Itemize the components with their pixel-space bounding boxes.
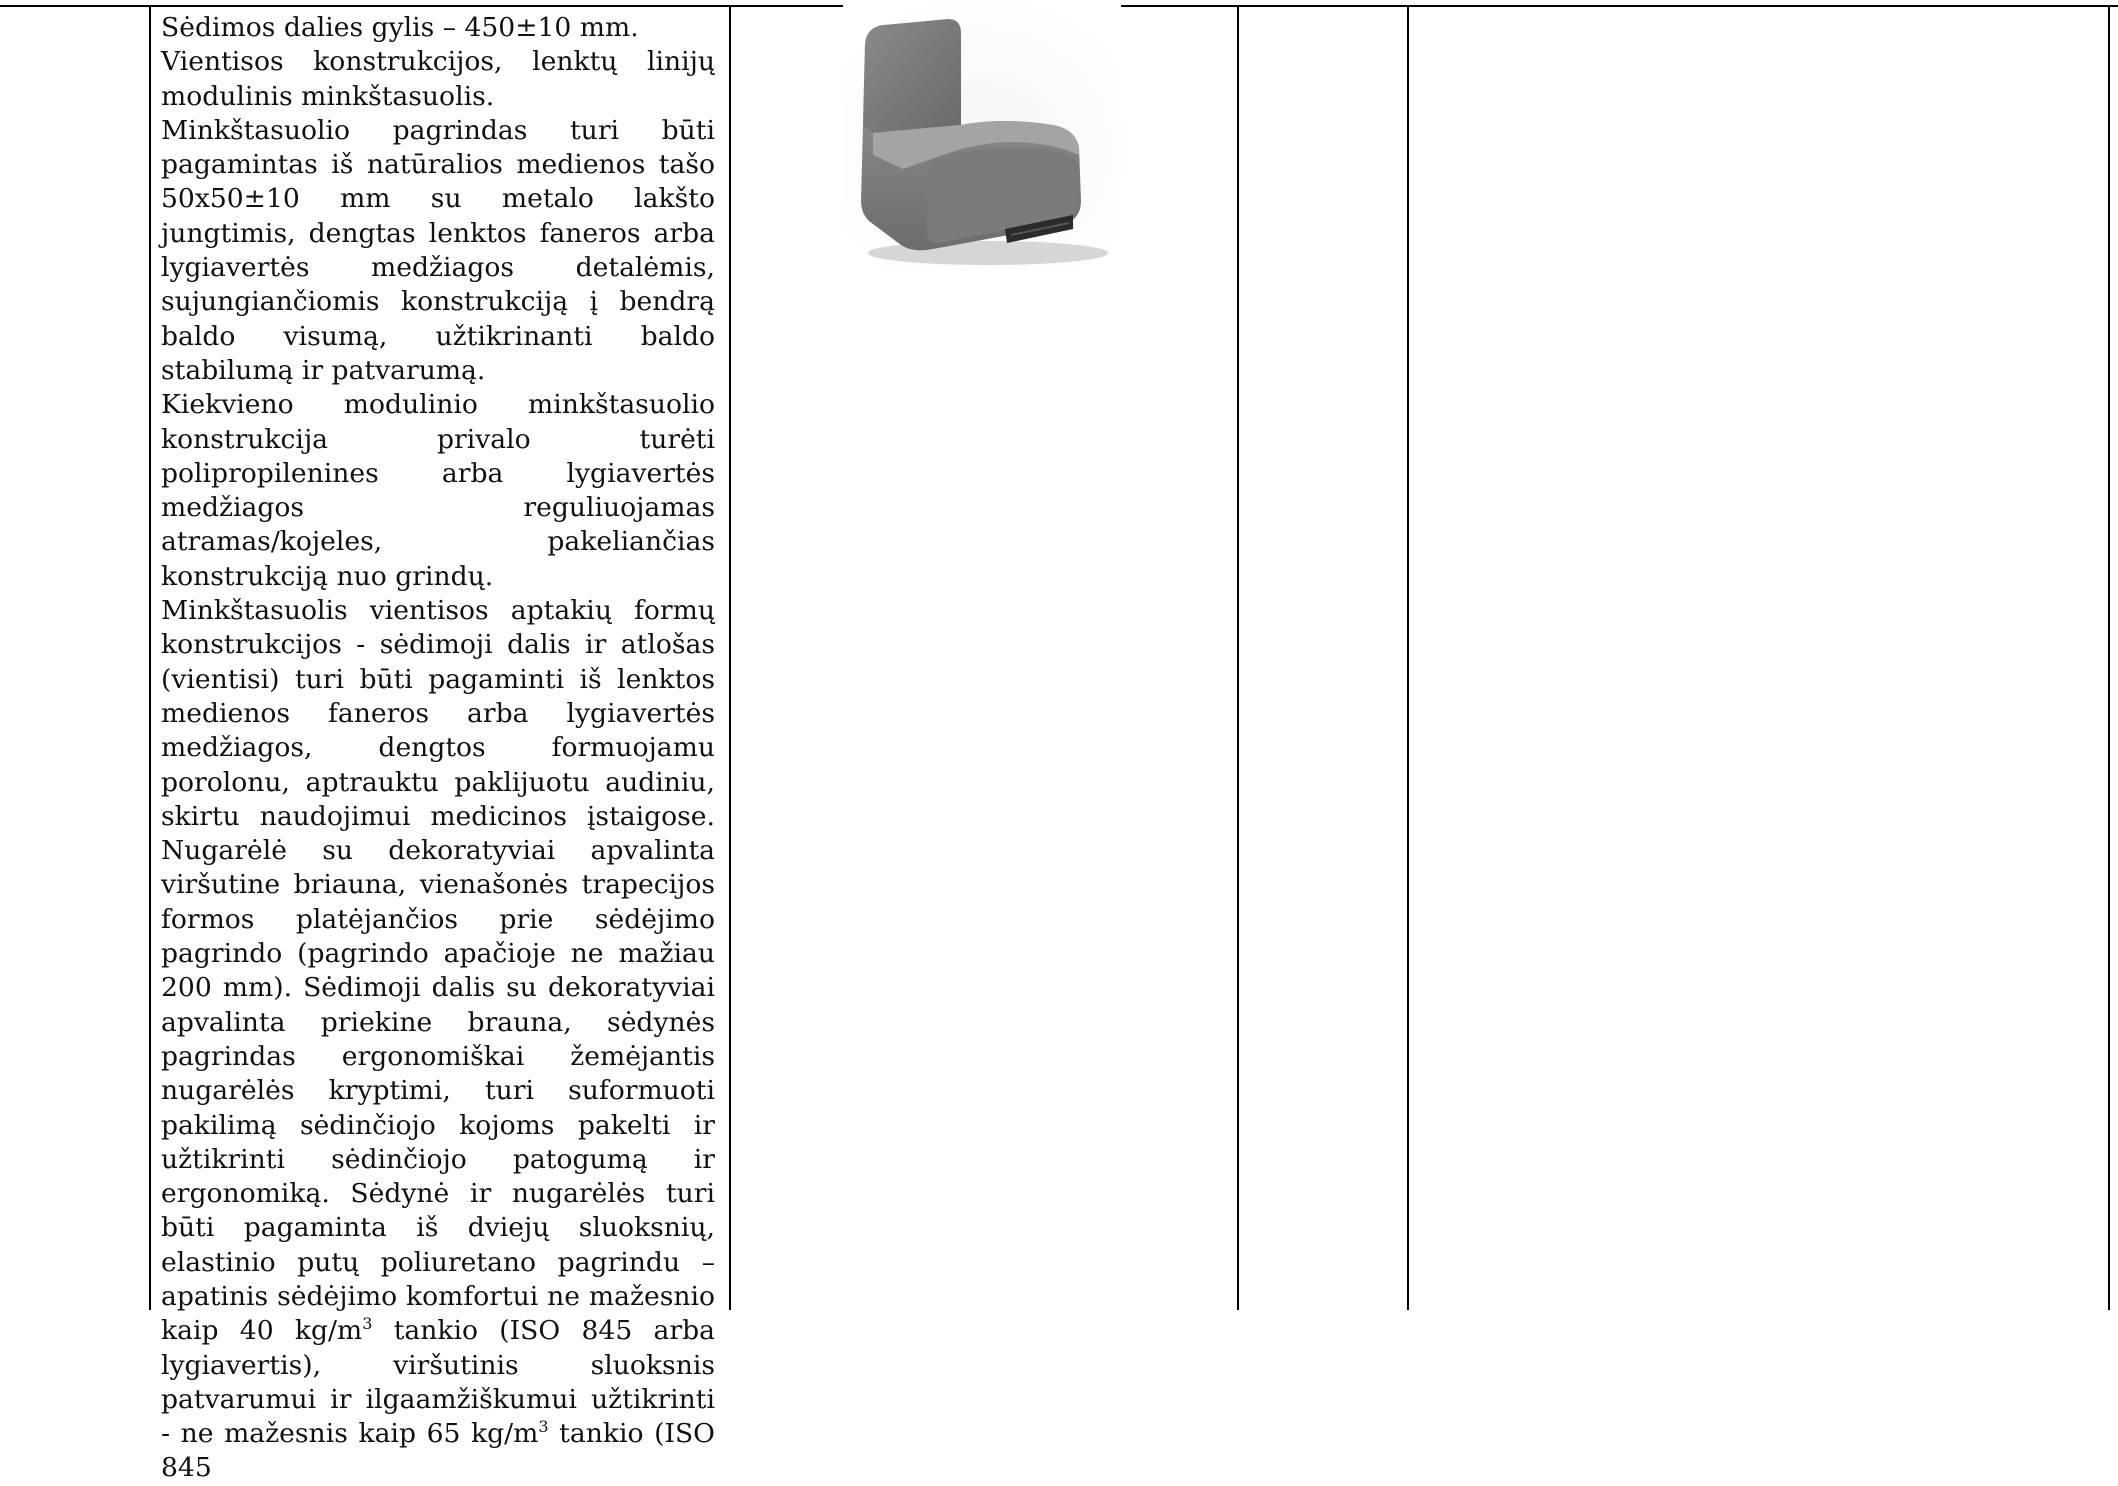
table-cell-offer	[1409, 5, 2116, 1310]
construction-paragraph: Vientisos konstrukcijos, lenktų linijų modulinis minkštasuolis.	[161, 46, 715, 112]
supports-paragraph: Kiekvieno modulinio minkštasuolio konstrukcija privalo turėti polipropilenines arba lygiavertės medžiagos reguliuojamas atramas/kojeles, pakeliančias konstrukciją nuo grindų.	[161, 389, 715, 592]
superscript: 3	[538, 1417, 549, 1437]
specification-table	[0, 5, 2118, 1484]
superscript: 3	[362, 1314, 373, 1334]
table-right-border	[2108, 5, 2110, 1310]
body-paragraph	[161, 594, 715, 1486]
modular-armchair-photo	[843, 5, 1121, 267]
base-paragraph: Minkštasuolio pagrindas turi būti pagamintas iš natūralios medienos tašo 50x50±10 mm su metalo lakšto jungtimis, dengtas lenktos faneros arba lygiavertės medžiagos detalėmis, sujungiančiomis konstrukciją į bendrą baldo visumą, užtikrinanti baldo stabilumą ir patvarumą.	[161, 114, 715, 386]
body-text-part: tankio (ISO 845	[161, 1418, 715, 1484]
product-description	[161, 11, 715, 1486]
body-text-part: tankio (ISO 845 arba lygiavertis), viršutinis sluoksnis patvarumui ir ilgaamžiškumui užtikrinti - ne mažesnis kaip 65 kg/m	[161, 1315, 715, 1450]
seat-depth-line: Sėdimos dalies gylis – 450±10 mm.	[161, 12, 639, 43]
table-cell-number	[0, 5, 150, 1310]
table-cell-quantity	[1239, 5, 1407, 1310]
body-text-part: Minkštasuolis vientisos aptakių formų konstrukcijos - sėdimoji dalis ir atlošas (vientisi) turi būti pagaminti iš lenktos medienos faneros arba lygiavertės medžiagos, dengtos formuojamu porolonu, aptrauktu paklijuotu audiniu, skirtu naudojimui medicinos įstaigose. Nugarėlė su dekoratyviai apvalinta viršutine briauna, vienašonės trapecijos formos platėjančios prie sėdėjimo pagrindo (pagrindo apačioje ne mažiau 200 mm). Sėdimoji dalis su dekoratyviai apvalinta priekine brauna, sėdynės pagrindas ergonomiškai žemėjantis nugarėlės kryptimi, turi suformuoti pakilimą sėdinčiojo kojoms pakelti ir užtikrinti sėdinčiojo patogumą ir ergonomiką. Sėdynė ir nugarėlės turi būti pagaminta iš dviejų sluoksnių, elastinio putų poliuretano pagrindu – apatinis sėdėjimo komfortui ne mažesnio kaip 40 kg/m	[161, 595, 715, 1347]
